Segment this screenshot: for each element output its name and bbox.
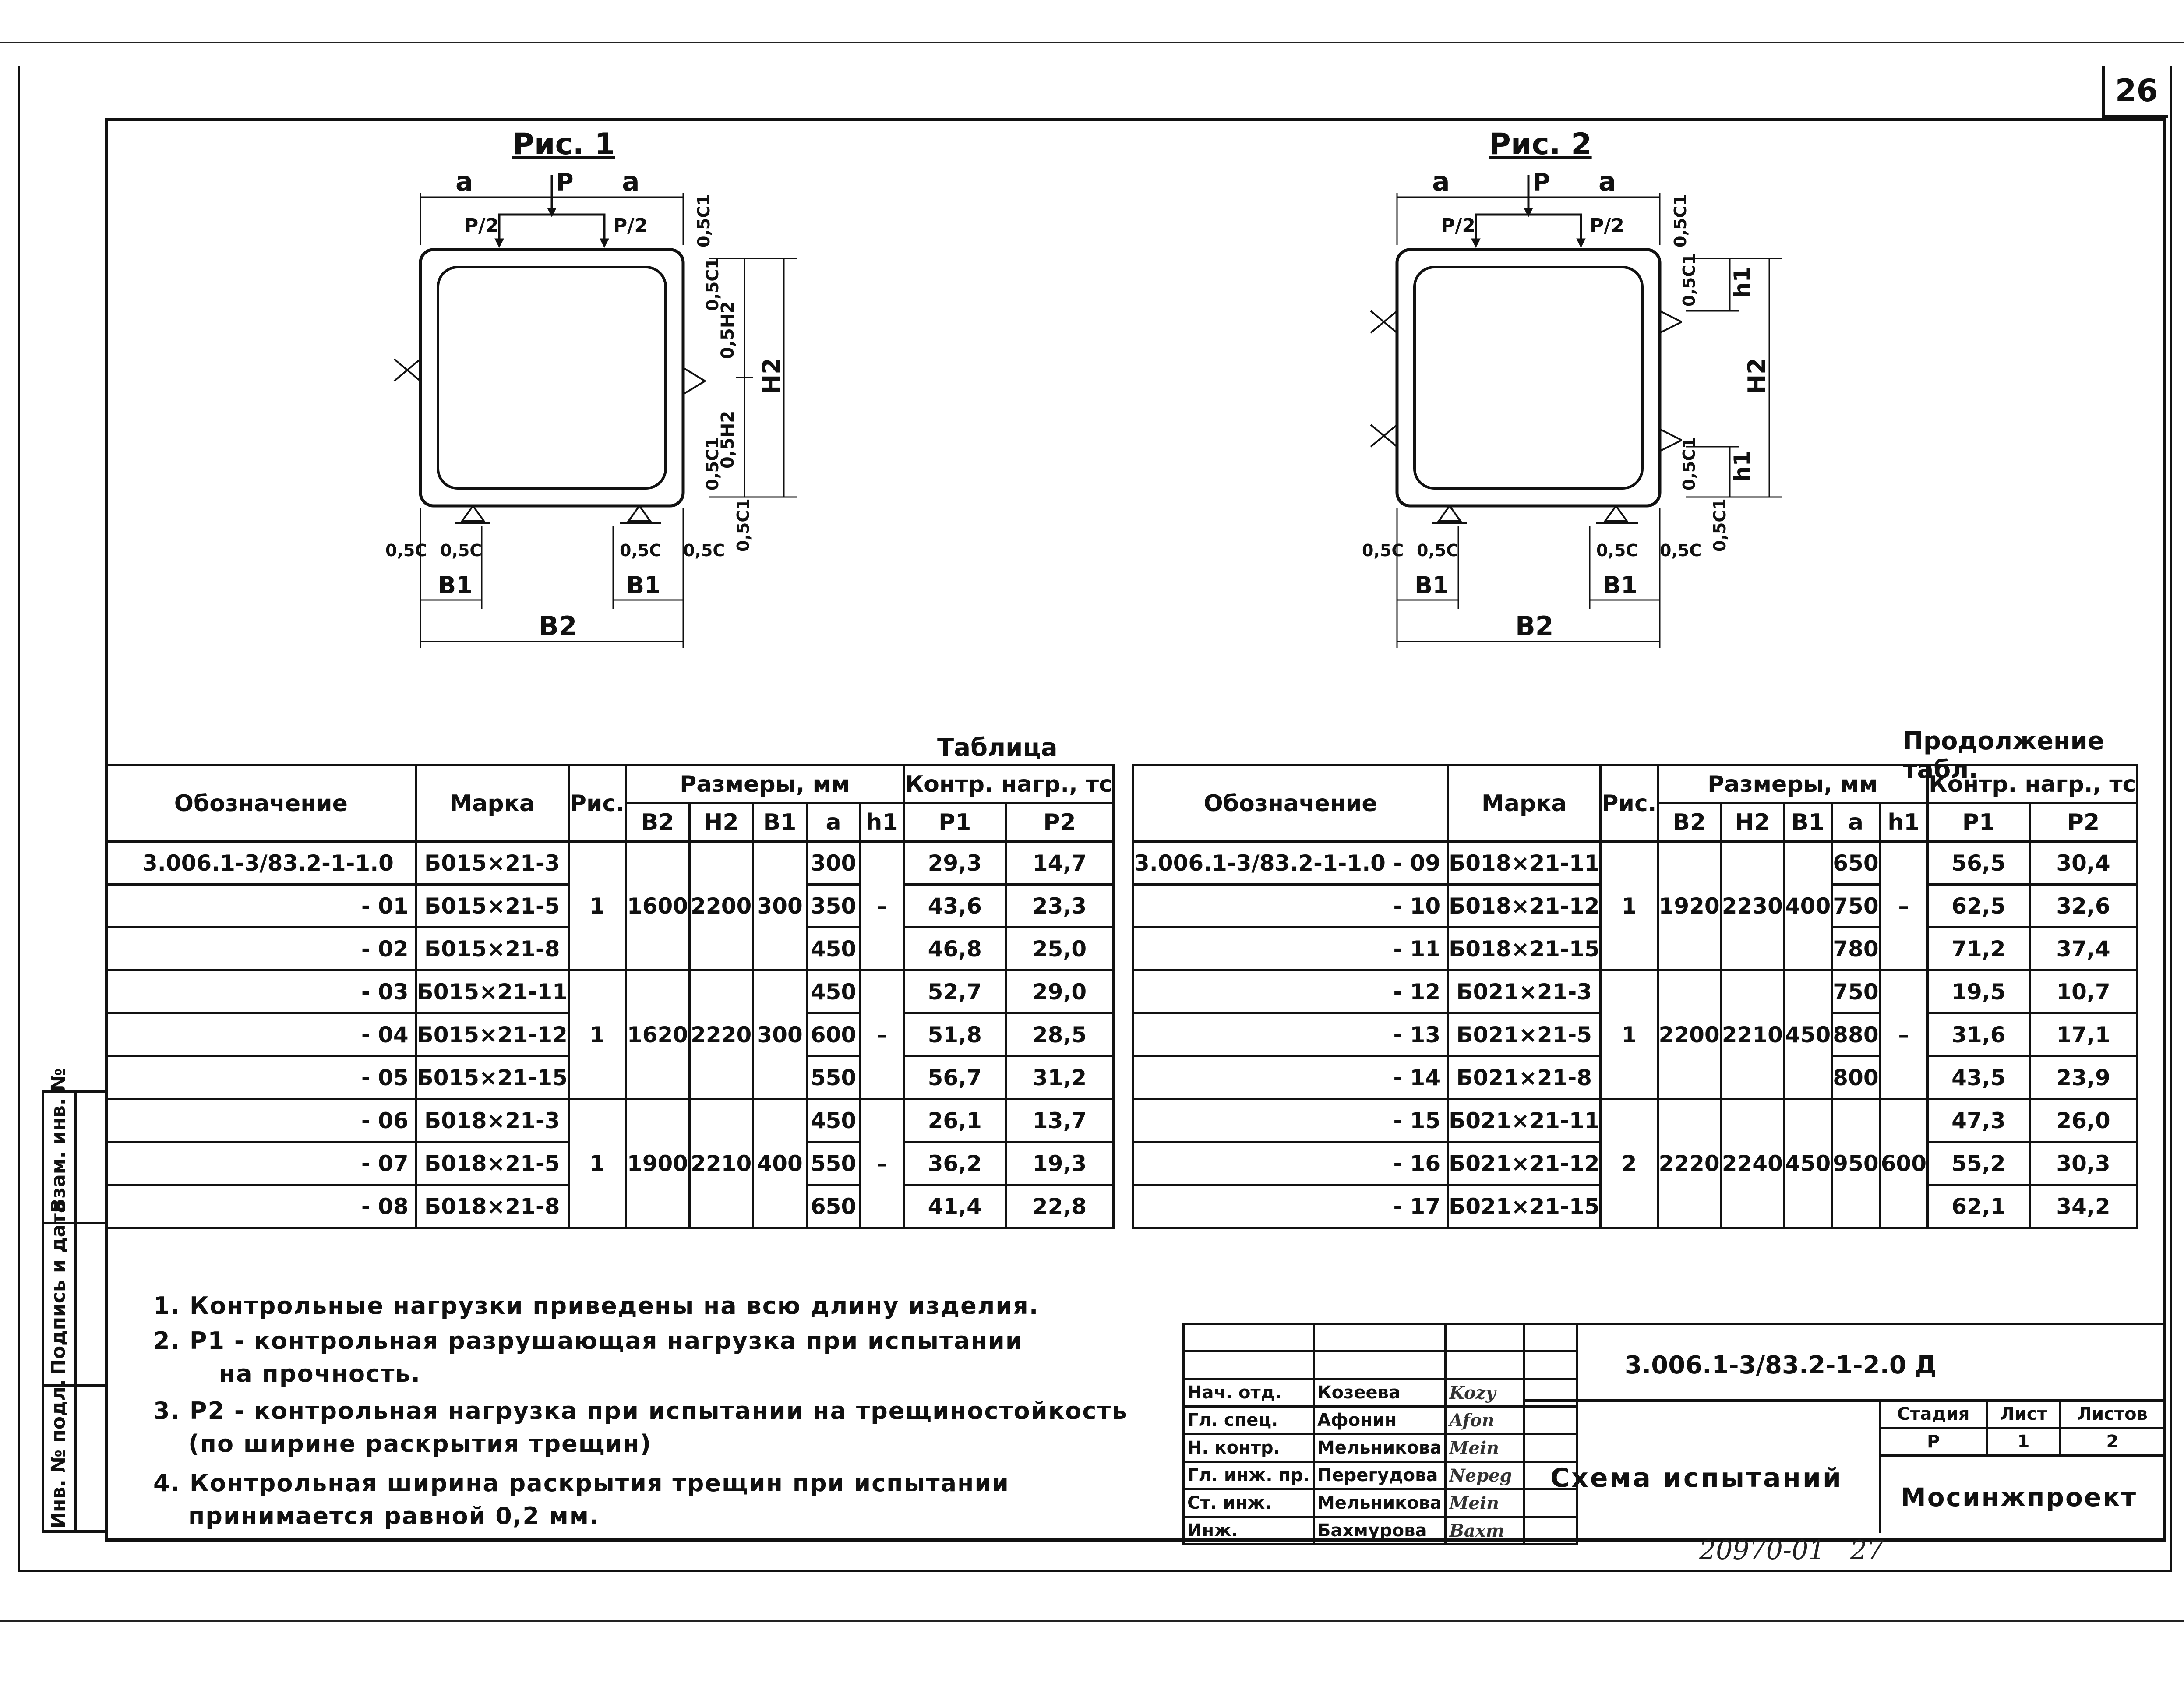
bottom-edge-line [0,1620,2184,1622]
fig2-label-c-br-in: 0,5C [1596,541,1638,560]
note-1: 1. Контрольные нагрузки приведены на всю длину изделия. [153,1292,1039,1320]
note-3-cont: (по ширине раскрытия трещин) [188,1430,652,1457]
table-row: - 10 Б018×21-12 750 62,5 32,6 [1133,885,2137,928]
sheet-value: 1 [1987,1428,2061,1456]
fig1-label-c-br-in: 0,5C [620,541,662,560]
table-row: - 08 Б018×21-8 650 41,4 22,8 [106,1185,1114,1228]
stamp-row: Гл. спец. Афонин Afon [1184,1407,1577,1434]
fig2-label-h2: H2 [1743,358,1771,394]
doc-title: Схема испытаний [1550,1463,1843,1493]
fig2-label-p-half-left: P/2 [1441,215,1475,237]
fig1-diagram [377,166,815,670]
signature: Mein [1446,1489,1524,1517]
table-row: - 06 Б018×21-3 1 1900 2210 400 450 – 26,1 13,7 [106,1099,1114,1142]
stamp-row: Инж. Бахмурова Baxm [1184,1517,1577,1545]
fig2-label-c-corner-bot: 0,5C1 [1710,498,1729,552]
hdr2-b2: B2 [1658,804,1721,842]
fig1-label-p-half-left: P/2 [464,215,499,237]
stage-label: Стадия [1880,1401,1987,1428]
fig1-label-c-bl-in: 0,5C [440,541,482,560]
hdr-loads: Контр. нагр., тс [904,766,1113,804]
spec-table-1 [105,764,1115,1229]
stamp-row: Н. контр. Мельникова Mein [1184,1434,1577,1462]
signature: Kozy [1446,1379,1524,1407]
fig2-label-c-top: 0,5C1 [1671,194,1690,247]
fig2-label-c-side-top: 0,5C1 [1679,253,1699,307]
fig2-label-p: P [1533,169,1550,196]
fig2-box-inner [1415,267,1642,488]
table-row: - 17 Б021×21-15 62,1 34,2 [1133,1185,2137,1228]
fig2-label-p-half-right: P/2 [1590,215,1624,237]
hdr-h1: h1 [860,804,904,842]
stamp-row: Гл. инж. пр. Перегудова Nepeg [1184,1462,1577,1489]
sheet-label: Лист [1987,1401,2061,1428]
table-caption: Таблица [937,734,1058,762]
signature: Nepeg [1446,1462,1524,1489]
table-row: - 07 Б018×21-5 550 36,2 19,3 [106,1142,1114,1185]
stamp-row: Нач. отд. Козеева Kozy [1184,1379,1577,1407]
table-row: - 05 Б015×21-15 550 56,7 31,2 [106,1056,1114,1099]
fig1-label-p-half-right: P/2 [613,215,648,237]
fig1-label-c-bl-out: 0,5C [385,541,427,560]
fig1-label-a-right: a [622,166,640,197]
hdr-designation: Обозначение [106,766,416,842]
hdr-p1: P1 [904,804,1006,842]
note-4: 4. Контрольная ширина раскрытия трещин при испытании [153,1469,1010,1497]
fig1-label-half-h2-top: 0,5H2 [718,301,738,359]
fig2-label-a-left: a [1432,166,1450,197]
fig2-label-b1-left: B1 [1415,572,1449,599]
note-3: 3. P2 - контрольная нагрузка при испытании на трещиностойкость [153,1397,1128,1425]
fig1-box-inner [438,267,666,488]
fig1-label-c-br-out: 0,5C [683,541,725,560]
fig2-label-c-side-bot: 0,5C1 [1679,437,1699,490]
sheet-corner-number: 26 [2102,66,2168,118]
side-label-inventory: Инв. № подл. [47,1379,70,1528]
signature: Mein [1446,1434,1524,1462]
note-2: 2. P1 - контрольная разрушающая нагрузка при испытании [153,1327,1023,1355]
hdr-b1: B1 [753,804,807,842]
table-row: 3.006.1-3/83.2-1-1.0 - 09 Б018×21-11 1 1920 2230 400 650 – 56,5 30,4 [1133,842,2137,885]
hdr-b2: B2 [626,804,690,842]
top-edge-line [0,42,2184,43]
table-row: - 11 Б018×21-15 780 71,2 37,4 [1133,928,2137,970]
fig1-label-c-top: 0,5C1 [694,194,713,247]
archive-number: 20970-01 27 [1699,1535,1884,1566]
fig1-box-outer [420,250,683,506]
hdr2-b1: B1 [1784,804,1831,842]
sheets-label: Листов [2060,1401,2164,1428]
fig2-label-c-br-out: 0,5C [1660,541,1702,560]
spec-table-2 [1132,764,2138,1229]
hdr-fig: Рис. [568,766,625,842]
hdr2-h2: H2 [1721,804,1784,842]
table-row: - 04 Б015×21-12 600 51,8 28,5 [106,1013,1114,1056]
hdr-a: a [807,804,860,842]
fig2-title: Рис. 2 [1489,127,1592,162]
stamp-signatures [1182,1323,1578,1545]
fig2-label-a-right: a [1598,166,1616,197]
fig1-label-c-side-top: 0,5C1 [703,258,722,311]
signature: Afon [1446,1407,1524,1434]
fig1-label-c-corner-bot: 0,5C1 [734,498,753,552]
fig2-label-c-bl-out: 0,5C [1362,541,1404,560]
hdr2-designation: Обозначение [1133,766,1448,842]
hdr2-p2: P2 [2029,804,2137,842]
fig2-label-h1-top: h1 [1729,267,1755,298]
table-row: - 14 Б021×21-8 800 43,5 23,9 [1133,1056,2137,1099]
fig1-label-h2: H2 [758,358,785,394]
fig2-label-b2: B2 [1515,611,1554,642]
hdr2-loads: Контр. нагр., тс [1928,766,2137,804]
table-row: - 01 Б015×21-5 350 43,6 23,3 [106,885,1114,928]
hdr-h2: H2 [689,804,752,842]
table-row: 3.006.1-3/83.2-1-1.0 Б015×21-3 1 1600 2200 300 300 – 29,3 14,7 [106,842,1114,885]
fig1-label-b2: B2 [539,611,577,642]
hdr2-p1: P1 [1928,804,2030,842]
note-2-cont: на прочность. [219,1360,421,1387]
table-row: - 03 Б015×21-11 1 1620 2220 300 450 – 52,7 29,0 [106,970,1114,1013]
stamp-row: Ст. инж. Мельникова Mein [1184,1489,1577,1517]
hdr2-a: a [1832,804,1880,842]
table-row: - 12 Б021×21-3 1 2200 2210 450 750 – 19,5 10,7 [1133,970,2137,1013]
fig1-label-b1-right: B1 [626,572,661,599]
hdr-mark: Марка [416,766,568,842]
fig1-label-p: P [556,169,574,196]
stamp-stage-table [1879,1399,2166,1457]
fig2-label-b1-right: B1 [1603,572,1637,599]
fig2-box-outer [1397,250,1660,506]
note-4-cont: принимается равной 0,2 мм. [188,1502,600,1530]
fig2-label-c-bl-in: 0,5C [1417,541,1459,560]
hdr2-mark: Марка [1448,766,1601,842]
fig1-label-b1-left: B1 [438,572,473,599]
side-label-replacement: Взам. инв. № [47,1068,70,1213]
sheets-value: 2 [2060,1428,2164,1456]
signature: Baxm [1446,1517,1524,1545]
stage-value: Р [1880,1428,1987,1456]
fig1-label-half-h2-bot: 0,5H2 [718,410,738,469]
table-row: - 15 Б021×21-11 2 2220 2240 450 950 600 47,3 26,0 [1133,1099,2137,1142]
fig1-label-c-side-bot: 0,5C1 [703,437,722,490]
fig2-label-h1-bot: h1 [1729,451,1755,482]
fig1-label-a-left: a [455,166,473,197]
hdr2-fig: Рис. [1601,766,1658,842]
doc-code: 3.006.1-3/83.2-1-2.0 Д [1625,1351,1937,1380]
table-row: - 16 Б021×21-12 55,2 30,3 [1133,1142,2137,1185]
table-row: - 02 Б015×21-8 450 46,8 25,0 [106,928,1114,970]
side-label-signature: Подпись и дата [47,1200,70,1375]
hdr2-h1: h1 [1880,804,1927,842]
hdr-dims: Размеры, мм [626,766,904,804]
organization-name: Мосинжпроект [1901,1482,2138,1512]
hdr-p2: P2 [1006,804,1113,842]
table-row: - 13 Б021×21-5 880 31,6 17,1 [1133,1013,2137,1056]
hdr2-dims: Размеры, мм [1658,766,1927,804]
fig2-diagram [1353,166,1791,670]
side-divider-v [74,1090,77,1533]
table-cont-caption: Продолжение табл. [1903,727,2104,784]
fig1-title: Рис. 1 [512,127,615,162]
